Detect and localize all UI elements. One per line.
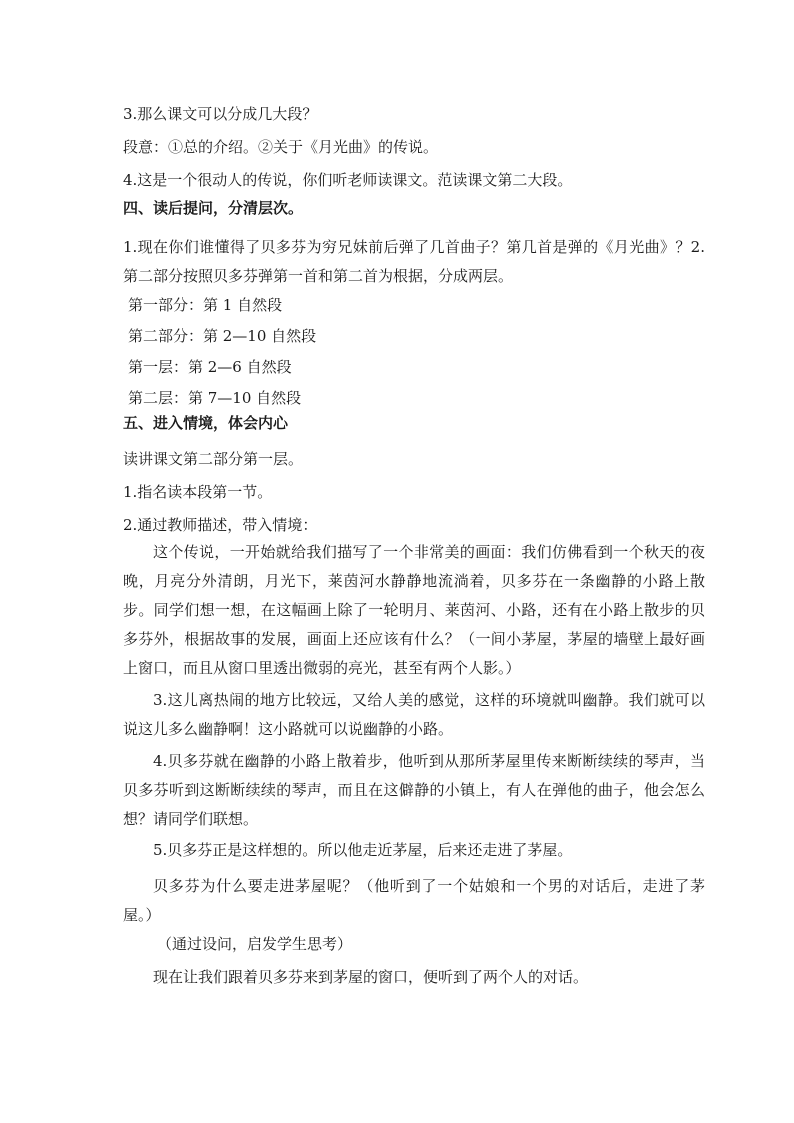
layer-1: 第一层：第 2—6 自然段 [128, 358, 292, 376]
step-5: 5.贝多芬正是这样想的。所以他走近茅屋，后来还走进了茅屋。 [153, 841, 573, 859]
paragraph-3: 3.这儿离热闹的地方比较远，又给人美的感觉，这样的环境就叫幽静。我们就可以说这儿多么幽静啊！这小路就可以说幽静的小路。 [123, 691, 705, 738]
closing-line: 现在让我们跟着贝多芬来到茅屋的窗口，便听到了两个人的对话。 [153, 968, 589, 986]
part-1: 第一部分：第 1 自然段 [128, 296, 283, 314]
section-heading-5: 五、进入情境，体会内心 [123, 414, 289, 432]
document-body [123, 103, 705, 988]
question-3: 3.那么课文可以分成几大段？ [123, 105, 318, 123]
paragraph-4: 4.贝多芬就在幽静的小路上散着步，他听到从那所茅屋里传来断断续续的琴声，当贝多芬听到这断断续续的琴声，而且在这僻静的小镇上，有人在弹他的曲子，他会怎么想？请同学们联想。 [123, 752, 705, 828]
why-paragraph: 贝多芬为什么要走进茅屋呢？（他听到了一个姑娘和一个男的对话后，走进了茅屋。） [123, 877, 705, 924]
paragraph-meaning: 段意：①总的介绍。②关于《月光曲》的传说。 [123, 138, 439, 156]
part-2: 第二部分：第 2—10 自然段 [128, 327, 317, 345]
reading-intro: 读讲课文第二部分第一层。 [123, 450, 304, 468]
step-4: 4.这是一个很动人的传说，你们听老师读课文。范读课文第二大段。 [123, 171, 573, 189]
question-paragraph: 1.现在你们谁懂得了贝多芬为穷兄妹前后弹了几首曲子？第几首是弹的《月光曲》？2.第二部分按照贝多芬弹第一首和第二首为根据，分成两层。 [123, 238, 705, 285]
step-1: 1.指名读本段第一节。 [123, 483, 273, 501]
layer-2: 第二层：第 7—10 自然段 [128, 389, 302, 407]
section-heading-4: 四、读后提问，分清层次。 [123, 199, 304, 217]
step-2: 2.通过教师描述，带入情境： [123, 516, 318, 534]
legend-paragraph: 这个传说，一开始就给我们描写了一个非常美的画面：我们仿佛看到一个秋天的夜晚，月亮分外清朗，月光下，莱茵河水静静地流淌着，贝多芬在一条幽静的小路上散步。同学们想一想，在这幅画上除了一轮明月、莱茵河、小路，还有在小路上散步的贝多芬外，根据故事的发展，画面上还应该有什么？（一间小茅屋，茅屋的墙壁上最好画上窗口，而且从窗口里透出微弱的亮光，甚至有两个人影。） [123, 543, 705, 677]
teaching-hint: （通过设问，启发学生思考） [157, 935, 353, 953]
